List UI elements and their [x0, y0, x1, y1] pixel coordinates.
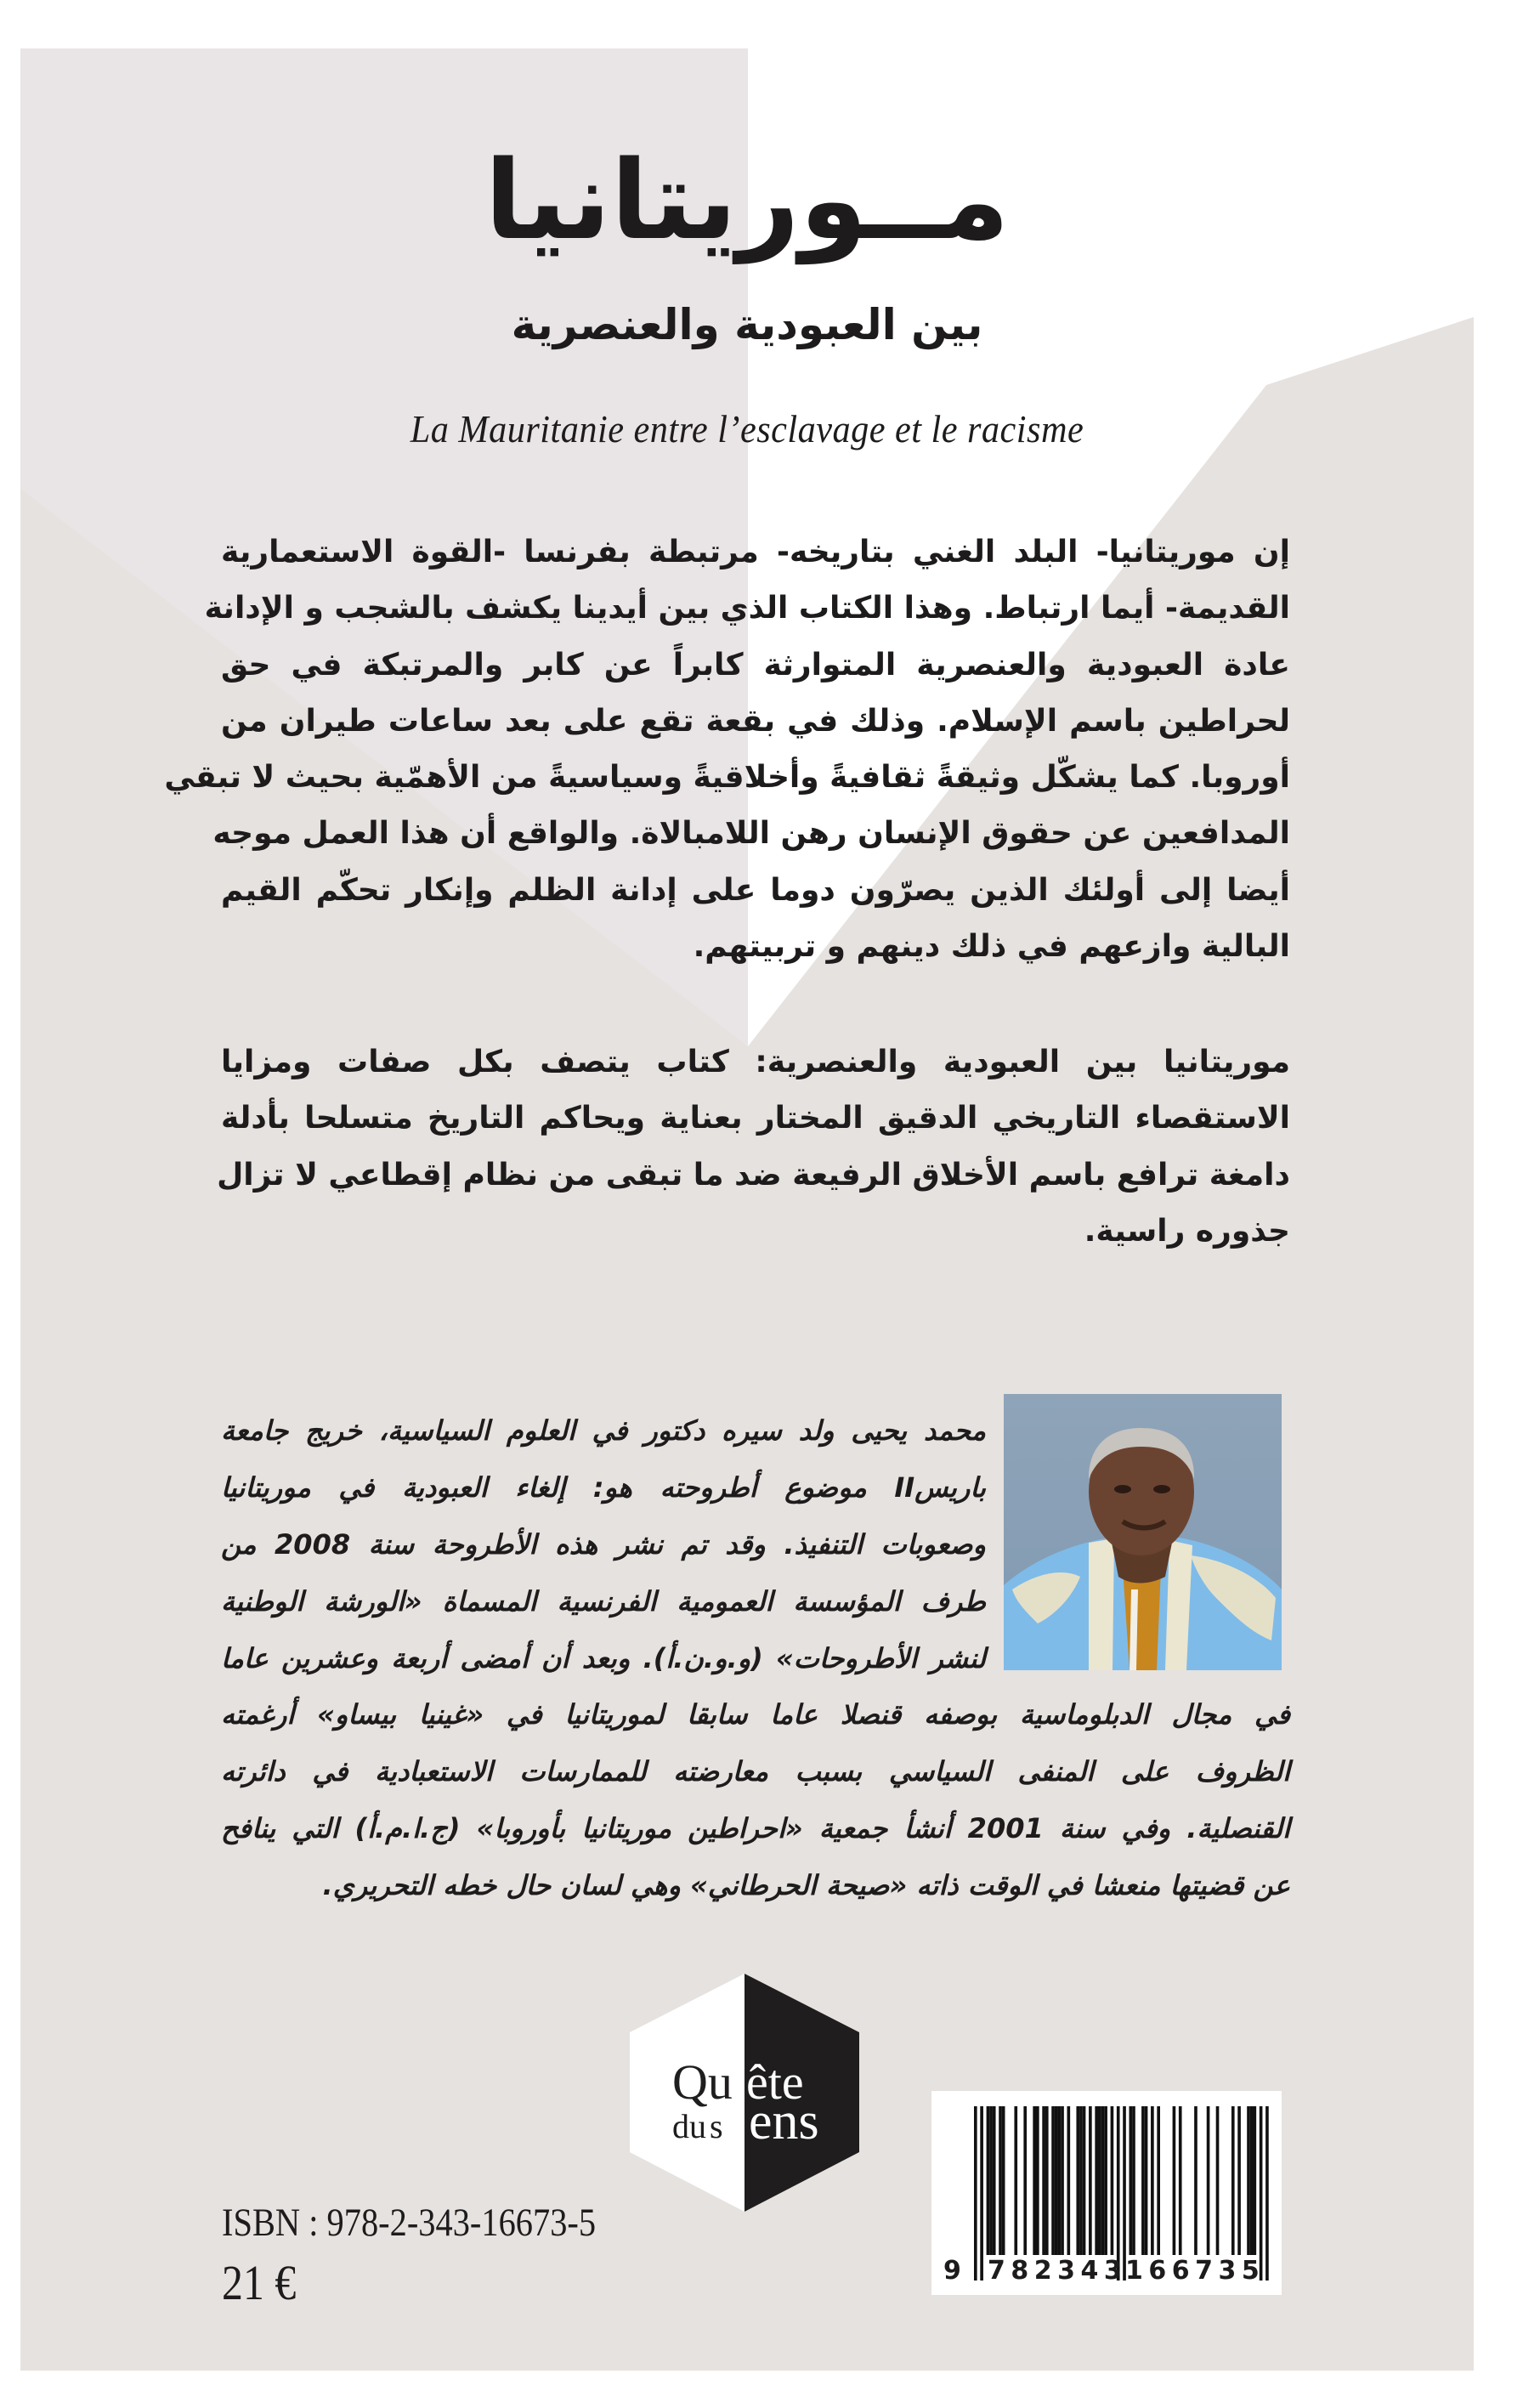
- barcode-bar: [989, 2106, 993, 2255]
- barcode-guard-bar: [980, 2106, 983, 2281]
- barcode-digits-left: 782343: [988, 2256, 1128, 2286]
- barcode-bar: [1247, 2106, 1250, 2255]
- barcode: [931, 2091, 1282, 2295]
- barcode-bar: [1157, 2106, 1160, 2255]
- barcode-bar: [1058, 2106, 1062, 2255]
- barcode-bar: [1098, 2106, 1101, 2255]
- description-line: أوروبا. كما يشكّل وثيقةً ثقافيةً وأخلاقيةً وسياسيةً من الأهمّية بحيث لا تبقي: [164, 760, 1290, 796]
- description-line: البالية وازعهم في ذلك دينهم و تربيتهم.: [693, 929, 1290, 965]
- barcode-bar: [1083, 2106, 1086, 2255]
- description-line: دامغة ترافع باسم الأخلاق الرفيعة ضد ما تبقى من نظام إقطاعي لا تزال: [217, 1157, 1290, 1193]
- barcode-bar: [1076, 2106, 1079, 2255]
- barcode-bar: [1254, 2106, 1257, 2255]
- bio-line: في مجال الدبلوماسية بوصفه قنصلا عاما سابقا لموريتانيا في «غينيا بيساو» أرغمته: [221, 1698, 1290, 1731]
- barcode-bar: [1194, 2106, 1197, 2255]
- bio-line: باريسII موضوع أطروحته هو: إلغاء العبودية في موريتانيا: [221, 1471, 986, 1504]
- barcode-bar: [1014, 2106, 1017, 2255]
- barcode-bar: [1101, 2106, 1105, 2255]
- barcode-guard-bar: [1117, 2106, 1120, 2281]
- logo-text-qu: Qu: [672, 2054, 733, 2110]
- arabic-subtitle: بين العبودية والعنصرية: [511, 300, 983, 349]
- arabic-title: مــوريتانيا: [484, 138, 1010, 264]
- barcode-bar: [1216, 2106, 1220, 2255]
- author-bio-full-width: [221, 1686, 1290, 1914]
- hexagon-logo-icon: [630, 1974, 859, 2212]
- barcode-bar: [1051, 2106, 1055, 2255]
- description-line: القديمة- أيما ارتباط. وهذا الكتاب الذي بين أيدينا يكشف بالشجب و الإدانة: [204, 591, 1290, 626]
- barcode-bar: [1033, 2106, 1036, 2255]
- barcode-bar: [1061, 2106, 1064, 2255]
- barcode-bar: [1067, 2106, 1071, 2255]
- bio-line: القنصلية. وفي سنة 2001 أنشأ جمعية «احراطين موريتانيا بأوروبا» (ج.ا.م.أ) التي ينافح: [221, 1812, 1290, 1844]
- description-paragraph-2: [217, 1034, 1290, 1260]
- barcode-digit-first: 9: [943, 2256, 961, 2286]
- author-bio-beside-photo: [221, 1402, 986, 1687]
- bio-line: محمد يحيى ولد سيره دكتور في العلوم السياسية، خريج جامعة: [221, 1414, 986, 1447]
- barcode-guard-bar: [1123, 2106, 1126, 2281]
- barcode-bar: [1207, 2106, 1210, 2255]
- barcode-bar: [1132, 2106, 1135, 2255]
- barcode-bar: [1036, 2106, 1039, 2255]
- barcode-bar: [1151, 2106, 1154, 2255]
- description-line: المدافعين عن حقوق الإنسان رهن اللامبالاة. والواقع أن هذا العمل موجه: [212, 816, 1290, 852]
- barcode-bar: [993, 2106, 996, 2255]
- barcode-bar: [1237, 2106, 1241, 2255]
- barcode-bar: [1023, 2106, 1027, 2255]
- barcode-bar: [1250, 2106, 1254, 2255]
- french-title: La Mauritanie entre l’esclavage et le racisme: [410, 407, 1084, 450]
- barcode-digits-right: 166735: [1125, 2256, 1265, 2286]
- description-line: أيضا إلى أولئك الذين يصرّون دوما على إدانة الظلم وإنكار تحكّم القيم: [221, 872, 1290, 908]
- barcode-bar: [1111, 2106, 1114, 2255]
- barcode-bar: [1231, 2106, 1235, 2255]
- barcode-bar: [1095, 2106, 1098, 2255]
- barcode-bar: [1089, 2106, 1092, 2255]
- isbn-label: ISBN : 978-2-343-16673-5: [222, 2201, 597, 2245]
- price-label: 21 €: [222, 2255, 297, 2310]
- logo-text-du: du s: [672, 2107, 723, 2145]
- barcode-bar: [1055, 2106, 1058, 2255]
- barcode-guard-bar: [1265, 2106, 1269, 2281]
- barcode-bar: [1045, 2106, 1049, 2255]
- barcode-bar: [1145, 2106, 1148, 2255]
- description-line: لحراطين باسم الإسلام. وذلك في بقعة تقع على بعد ساعات طيران من: [221, 703, 1290, 739]
- book-back-cover: [20, 48, 1474, 2371]
- logo-text-ete: ête: [746, 2054, 804, 2110]
- description-line: جذوره راسية.: [1084, 1213, 1290, 1249]
- description-paragraph-1: [164, 524, 1290, 975]
- description-line: موريتانيا بين العبودية والعنصرية: كتاب يتصف بكل صفات ومزايا: [221, 1045, 1290, 1079]
- barcode-bar: [1079, 2106, 1083, 2255]
- barcode-bar: [1042, 2106, 1045, 2255]
- barcode-bar: [1104, 2106, 1107, 2255]
- barcode-bar: [1179, 2106, 1182, 2255]
- bio-line: عن قضيتها منعشا في الوقت ذاته «صيحة الحرطاني» وهي لسان حال خطه التحريري.: [322, 1869, 1290, 1901]
- bio-line: طرف المؤسسة العمومية الفرنسية المسماة «الورشة الوطنية: [221, 1585, 986, 1618]
- description-line: إن موريتانيا- البلد الغني بتاريخه- مرتبطة بفرنسا -القوة الاستعمارية: [221, 535, 1290, 569]
- description-line: عادة العبودية والعنصرية المتوارثة كابراً عن كابر والمرتبكة في حق: [221, 647, 1290, 683]
- barcode-guard-bar: [1260, 2106, 1263, 2281]
- barcode-bar: [1173, 2106, 1176, 2255]
- bio-line: وصعوبات التنفيذ. وقد تم نشر هذه الأطروحة سنة 2008 من: [221, 1528, 987, 1561]
- description-line: الاستقصاء التاريخي الدقيق المختار بعناية ويحاكم التاريخ متسلحا بأدلة: [221, 1101, 1290, 1136]
- bio-line: الظروف على المنفى السياسي بسبب معارضته للممارسات الاستعبادية في دائرته: [221, 1755, 1290, 1788]
- logo-text-ens: ens: [749, 2093, 819, 2150]
- barcode-bar: [1141, 2106, 1145, 2255]
- barcode-bar: [999, 2106, 1002, 2255]
- barcode-bar: [987, 2106, 990, 2255]
- barcode-bar: [1002, 2106, 1005, 2255]
- author-photo: [1004, 1394, 1282, 1670]
- barcode-bar: [1130, 2106, 1133, 2255]
- author-portrait-illustration: [1004, 1394, 1282, 1670]
- publisher-logo: [630, 1974, 859, 2212]
- barcode-guard-bar: [974, 2106, 977, 2281]
- bio-line: لنشر الأطروحات» (و.و.ن.أ). وبعد أن أمضى أربعة وعشرين عاما: [221, 1642, 986, 1674]
